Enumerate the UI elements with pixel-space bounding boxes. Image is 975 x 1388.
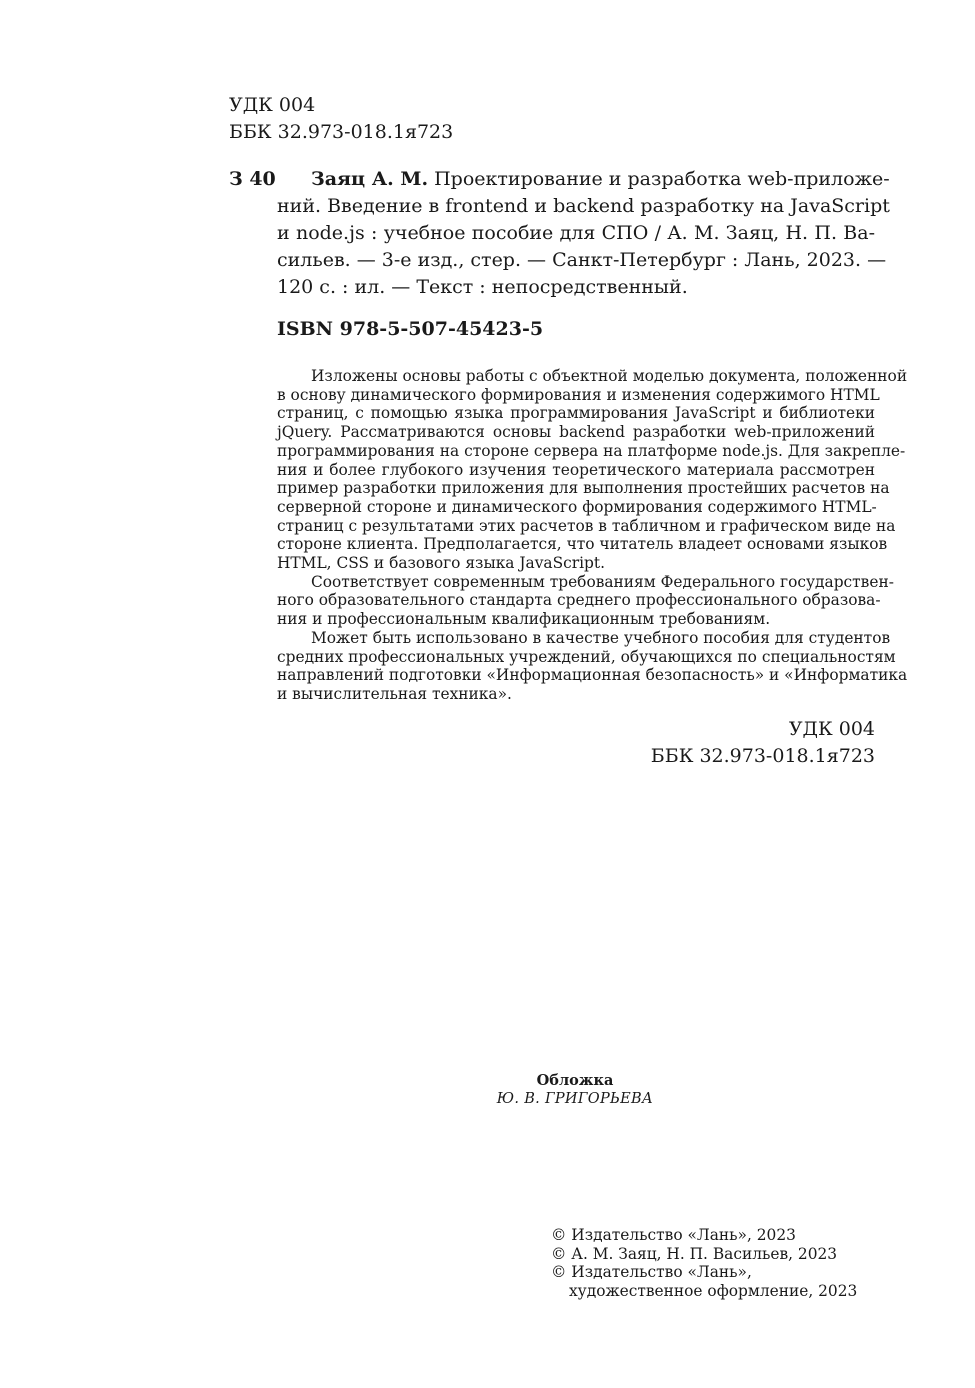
- annotation-line: серверной стороне и динамического формирования содержимого HTML-: [277, 497, 877, 516]
- copyright-line: © Издательство «Лань»,: [551, 1263, 752, 1282]
- biblio-line: и node.js : учебное пособие для СПО / А. М. Заяц, Н. П. Ва-: [277, 222, 875, 244]
- biblio-line: сильев. — 3-е изд., стер. — Санкт-Петербург : Лань, 2023. —: [277, 249, 887, 271]
- udk-code: УДК 004: [788, 718, 875, 740]
- annotation-line: программирования на стороне сервера на платформе node.js. Для закрепле-: [277, 441, 906, 460]
- annotation-line: и вычислительная техника».: [277, 684, 512, 703]
- annotation-line: HTML, CSS и базового языка JavaScript.: [277, 554, 605, 573]
- annotation-line: ния и более глубокого изучения теоретического материала рассмотрен: [277, 460, 875, 479]
- annotation-line: ного образовательного стандарта среднего профессионального образова-: [277, 591, 881, 610]
- bbk-code: ББК 32.973-018.1я723: [229, 121, 454, 143]
- cover-label: Обложка: [536, 1072, 614, 1089]
- annotation-line: Соответствует современным требованиям Федерального государствен-: [311, 572, 894, 591]
- classification-codes-bottom: [651, 716, 875, 770]
- biblio-line: 120 с. : ил. — Текст : непосредственный.: [277, 276, 688, 298]
- isbn: ISBN 978-5-507-45423-5: [277, 318, 544, 340]
- author-name: Заяц А. М.: [311, 168, 429, 190]
- author-mark: З 40: [229, 168, 276, 190]
- biblio-line: ний. Введение в frontend и backend разработку на JavaScript: [277, 195, 890, 217]
- cover-artist: Ю. В. ГРИГОРЬЕВА: [496, 1091, 654, 1107]
- annotation-line: Изложены основы работы с объектной моделью документа, положенной: [311, 367, 908, 385]
- annotation-line: страниц с результатами этих расчетов в табличном и графическом виде на: [277, 516, 896, 535]
- annotation-line: пример разработки приложения для выполнения простейших расчетов на: [277, 479, 890, 498]
- copyright-block: [551, 1226, 857, 1300]
- copyright-line: © А. М. Заяц, Н. П. Васильев, 2023: [551, 1244, 838, 1263]
- annotation-line: страниц, с помощью языка программирования JavaScript и библиотеки: [277, 404, 875, 423]
- annotation: [277, 367, 908, 704]
- bbk-code: ББК 32.973-018.1я723: [650, 745, 875, 767]
- annotation-line: направлений подготовки «Информационная безопасность» и «Информатика: [277, 666, 908, 685]
- annotation-line: средних профессиональных учреждений, обучающихся по специальностям: [277, 647, 896, 666]
- copyright-line: © Издательство «Лань», 2023: [551, 1226, 796, 1244]
- copyright-line: художественное оформление, 2023: [569, 1281, 858, 1300]
- biblio-line-text: Проектирование и разработка web-приложе-: [428, 168, 890, 190]
- classification-codes-top: [229, 92, 453, 146]
- annotation-line: Может быть использовано в качестве учебного пособия для студентов: [311, 628, 891, 647]
- cover-credit: [440, 1071, 710, 1109]
- bibliographic-record: [277, 166, 890, 301]
- annotation-line: стороне клиента. Предполагается, что читатель владеет основами языков: [277, 535, 888, 554]
- biblio-line: [277, 166, 890, 193]
- udk-code: УДК 004: [229, 94, 316, 116]
- annotation-line: в основу динамического формирования и изменения содержимого HTML: [277, 385, 880, 404]
- annotation-line: ния и профессиональным квалификационным требованиям.: [277, 610, 771, 629]
- annotation-line: jQuery. Рассматриваются основы backend разработки web-приложений: [277, 423, 875, 442]
